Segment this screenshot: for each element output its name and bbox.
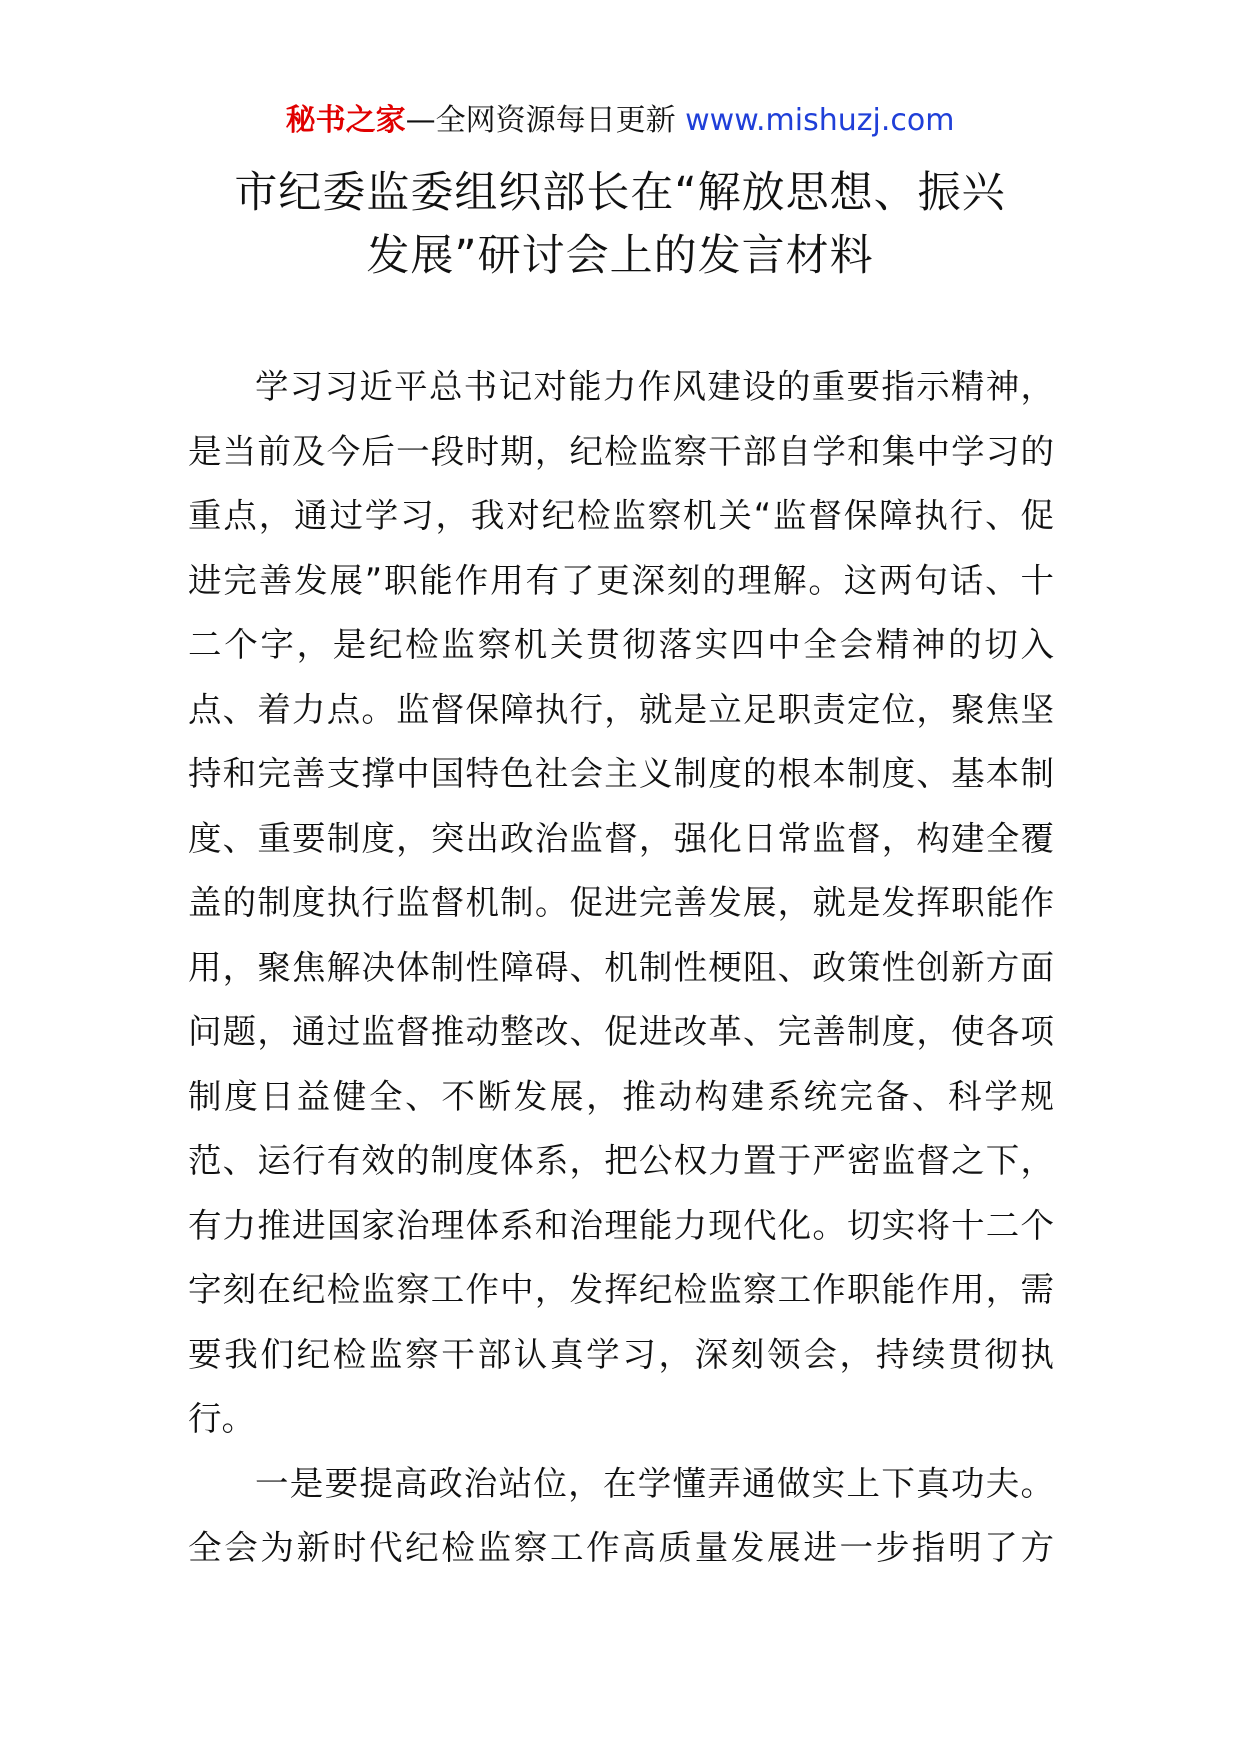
body-line: 盖的制度执行监督机制。促进完善发展，就是发挥职能作 [188,883,1054,922]
site-header [0,100,1240,142]
body-line: 范、运行有效的制度体系，把公权力置于严密监督之下， [188,1141,1054,1180]
document-title-line-2: 发展”研讨会上的发言材料 [366,231,874,281]
body-line: 问题，通过监督推动整改、促进改革、完善制度，使各项 [188,1012,1054,1051]
body-line: 学习习近平总书记对能力作风建设的重要指示精神， [255,367,1054,406]
brand-name: 秘书之家 [285,103,406,138]
body-line: 点、着力点。监督保障执行，就是立足职责定位，聚焦坚 [188,689,1054,729]
body-line: 要我们纪检监察干部认真学习，深刻领会，持续贯彻执 [188,1334,1054,1374]
document-body [188,355,1054,1581]
body-line: 行。 [188,1399,255,1438]
document-title [150,162,1090,288]
body-line: 度、重要制度，突出政治监督，强化日常监督，构建全覆 [188,818,1054,858]
body-line: 有力推进国家治理体系和治理能力现代化。切实将十二个 [188,1205,1054,1245]
body-line: 二个字，是纪检监察机关贯彻落实四中全会精神的切入 [188,625,1054,664]
body-line: 进完善发展”职能作用有了更深刻的理解。这两句话、十 [188,560,1054,600]
body-line: 持和完善支撑中国特色社会主义制度的根本制度、基本制 [188,754,1054,793]
body-line: 制度日益健全、不断发展，推动构建系统完备、科学规 [188,1076,1054,1116]
site-url-link[interactable]: www.mishuzj.com [685,103,955,138]
document-title-line-1: 市纪委监委组织部长在“解放思想、振兴 [234,168,1006,218]
header-tagline: —全网资源每日更新 [405,103,676,138]
body-line: 重点，通过学习，我对纪检监察机关“监督保障执行、促 [188,496,1054,535]
body-line: 是当前及今后一段时期，纪检监察干部自学和集中学习的 [188,431,1054,471]
body-line: 字刻在纪检监察工作中，发挥纪检监察工作职能作用，需 [188,1270,1054,1309]
body-line: 用，聚焦解决体制性障碍、机制性梗阻、政策性创新方面 [188,947,1054,987]
body-line: 一是要提高政治站位，在学懂弄通做实上下真功夫。 [255,1463,1054,1503]
body-line: 全会为新时代纪检监察工作高质量发展进一步指明了方 [188,1528,1054,1567]
